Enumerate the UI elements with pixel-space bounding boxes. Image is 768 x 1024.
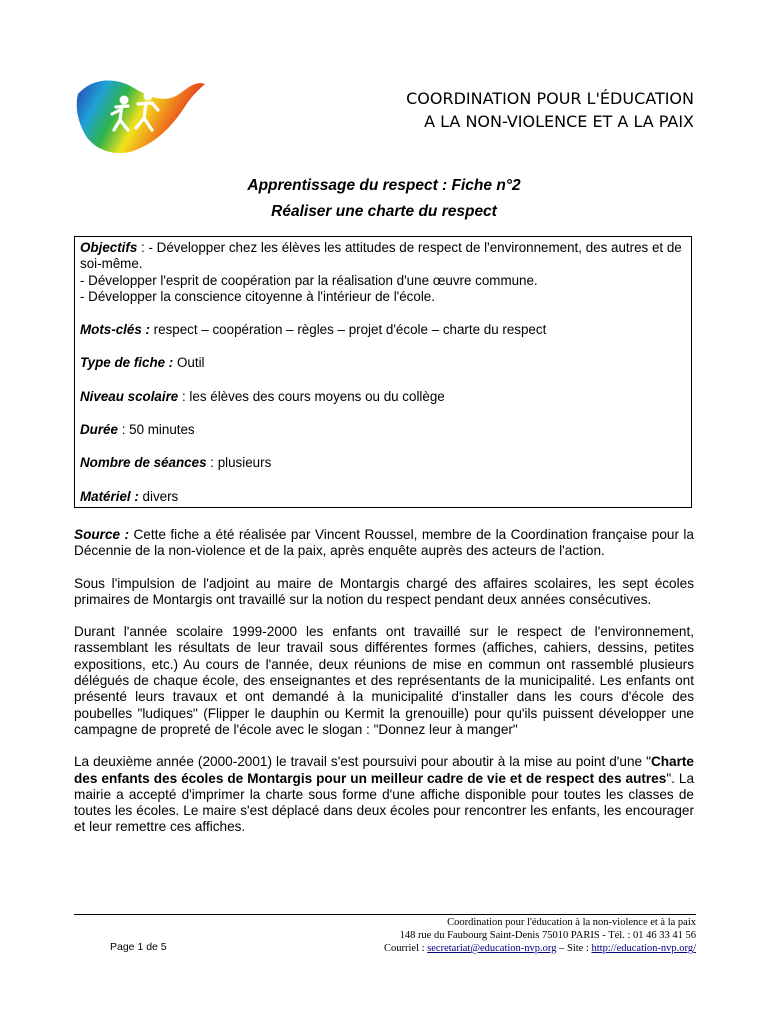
document-heading bbox=[0, 173, 768, 225]
mots-cles-label: Mots-clés : bbox=[80, 322, 150, 338]
site-separator: – Site : bbox=[556, 943, 592, 954]
materiel-label: Matériel : bbox=[80, 488, 139, 504]
paragraph-4-start: La deuxième année (2000-2001) le travail s'est poursuivi pour aboutir à la mise au point d'une " bbox=[74, 754, 651, 770]
niveau-scolaire bbox=[80, 389, 686, 405]
objectifs-line3: - Développer la conscience citoyenne à l'intérieur de l'école. bbox=[80, 288, 435, 304]
page-number: Page 1 de 5 bbox=[110, 941, 167, 953]
footer-contact bbox=[384, 916, 696, 955]
duree-value: : 50 minutes bbox=[117, 422, 195, 438]
paragraph-4 bbox=[74, 754, 694, 835]
source-text: Cette fiche a été réalisée par Vincent Roussel, membre de la Coordination française pour la Décennie de la non-violence et de la paix, après enquête auprès des acteurs de l'action. bbox=[74, 527, 694, 559]
materiel-value: divers bbox=[138, 488, 179, 504]
mots-cles bbox=[80, 322, 686, 338]
type-fiche-value: Outil bbox=[173, 355, 205, 371]
niveau-scolaire-label: Niveau scolaire bbox=[80, 388, 179, 404]
objectifs-label: Objectifs bbox=[80, 240, 138, 255]
objectifs-line2: - Développer l'esprit de coopération par la réalisation d'une œuvre commune. bbox=[80, 272, 538, 288]
type-fiche bbox=[80, 355, 686, 371]
source-paragraph bbox=[74, 527, 694, 560]
paragraph-3: Durant l'année scolaire 1999-2000 les enfants ont travaillé sur le respect de l'environnement, rassemblant les résultats de leur travail sous différentes formes (affiches, cahiers, dessins, petites expositions, etc.) Au cours de l'année, deux réunions de mise en commun ont rassemblé plusieurs délégués de chaque école, des enseignantes et des représentants de la municipalité. Les enfants ont présenté leurs travaux et ont demandé à la municipalité d'installer dans les cours d'école des poubelles "ludiques" (Flipper le dauphin ou Kermit la grenouille) pour qu'ils puissent développer une campagne de propreté de l'école avec le slogan : "Donnez leur à manger" bbox=[74, 624, 694, 737]
paragraph-2: Sous l'impulsion de l'adjoint au maire de Montargis chargé des affaires scolaires, les sept écoles primaires de Montargis ont travaillé sur la notion du respect pendant deux années consécutives. bbox=[74, 575, 694, 607]
heading-line1: Apprentissage du respect : Fiche n°2 bbox=[247, 177, 521, 194]
site-link[interactable]: http://education-nvp.org/ bbox=[591, 943, 696, 954]
nombre-seances-value: : plusieurs bbox=[206, 455, 272, 471]
objectifs bbox=[80, 240, 686, 273]
source-label: Source : bbox=[74, 527, 130, 542]
body-text bbox=[74, 527, 694, 852]
rainbow-dove-logo-icon bbox=[72, 74, 208, 156]
duree bbox=[80, 422, 686, 438]
duree-label: Durée bbox=[80, 422, 118, 438]
organisation-title bbox=[406, 87, 694, 133]
organisation-title-line1: COORDINATION POUR L'ÉDUCATION bbox=[406, 89, 694, 108]
footer-divider bbox=[74, 914, 696, 915]
nombre-seances-label: Nombre de séances bbox=[80, 455, 207, 471]
charte-title: Charte des enfants des écoles de Montargis pour un meilleur cadre de vie et de respect des autres bbox=[74, 754, 694, 786]
footer-address-line: 148 rue du Faubourg Saint-Denis 75010 PARIS - Tél. : 01 46 33 41 56 bbox=[399, 930, 696, 941]
objectifs-line1: - Développer chez les élèves les attitudes de respect de l'environnement, des autres et de soi-même. bbox=[80, 240, 682, 272]
heading-line2: Réaliser une charte du respect bbox=[271, 203, 497, 220]
objectifs-sep: : bbox=[137, 240, 145, 255]
type-fiche-label: Type de fiche : bbox=[80, 355, 174, 371]
footer-org-line: Coordination pour l'éducation à la non-violence et à la paix bbox=[447, 917, 696, 928]
niveau-scolaire-value: : les élèves des cours moyens ou du collège bbox=[178, 388, 445, 404]
footer-links-line bbox=[384, 942, 696, 955]
courriel-label: Courriel : bbox=[384, 943, 428, 954]
paragraph-4-end: ". La mairie a accepté d'imprimer la charte sous forme d'une affiche disponible pour toutes les classes de toutes les écoles. Le maire s'est déplacé dans deux écoles pour rencontrer les enfants, les encourager et leur remettre ces affiches. bbox=[74, 770, 695, 835]
materiel bbox=[80, 489, 686, 505]
email-link[interactable]: secretariat@education-nvp.org bbox=[427, 943, 557, 954]
info-box bbox=[74, 236, 692, 508]
mots-cles-value: respect – coopération – règles – projet d'école – charte du respect bbox=[149, 322, 547, 338]
nombre-seances bbox=[80, 455, 686, 471]
organisation-title-line2: A LA NON-VIOLENCE ET A LA PAIX bbox=[424, 112, 694, 131]
